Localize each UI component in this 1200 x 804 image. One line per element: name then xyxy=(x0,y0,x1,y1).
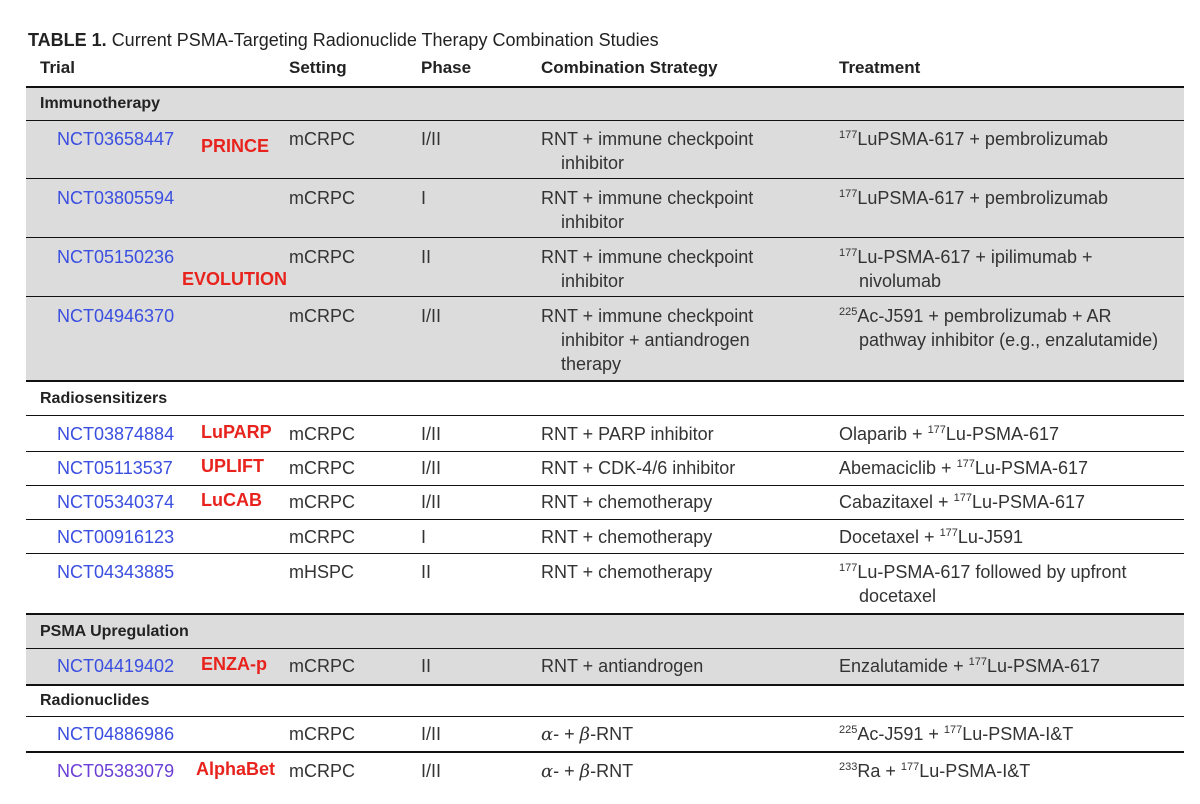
treatment-text: Lu-PSMA-617 xyxy=(986,656,1100,676)
strategy-cell xyxy=(541,186,753,234)
trial-name-tag: PRINCE xyxy=(201,136,270,156)
phase-cell: I/II xyxy=(421,492,442,512)
trial-link[interactable]: NCT04343885 xyxy=(57,562,175,582)
treatment-cell xyxy=(839,490,1085,514)
rule xyxy=(26,178,1184,179)
strategy-text: -RNT xyxy=(590,761,634,781)
isotope-mass: 225 xyxy=(839,306,858,318)
treatment-line xyxy=(839,560,1127,584)
section-immunotherapy: Immunotherapy xyxy=(40,95,161,112)
isotope-mass: 177 xyxy=(839,129,858,141)
treatment-text: Lu-PSMA-617 xyxy=(945,424,1059,444)
treatment-text: Ac-J591 + xyxy=(857,724,944,744)
treatment-text: pathway inhibitor (e.g., enzalutamide) xyxy=(859,330,1159,350)
isotope-mass: 177 xyxy=(943,724,963,736)
rule xyxy=(26,684,1184,686)
setting-cell: mCRPC xyxy=(289,424,355,444)
treatment-text: LuPSMA-617 + pembrolizumab xyxy=(857,188,1108,208)
trial-link[interactable]: NCT05150236 xyxy=(57,247,175,267)
treatment-line xyxy=(839,525,1023,549)
treatment-text: Lu-PSMA-617 xyxy=(974,458,1088,478)
treatment-text: Lu-PSMA-I&T xyxy=(962,724,1074,744)
treatment-line xyxy=(839,269,1092,293)
trial-link[interactable]: NCT03658447 xyxy=(57,129,175,149)
isotope-mass: 225 xyxy=(839,724,858,736)
col-header-setting: Setting xyxy=(289,58,347,77)
treatment-text: Ra + xyxy=(857,761,901,781)
phase-cell: I/II xyxy=(421,458,442,478)
table-label: TABLE 1. xyxy=(28,30,107,50)
treatment-text: docetaxel xyxy=(859,586,937,606)
treatment-text: Ac-J591 + pembrolizumab + AR xyxy=(857,306,1112,326)
phase-cell: I/II xyxy=(421,424,442,444)
rule xyxy=(26,648,1184,649)
treatment-text: LuPSMA-617 + pembrolizumab xyxy=(857,129,1108,149)
treatment-cell xyxy=(839,245,1092,293)
strategy-line: RNT + chemotherapy xyxy=(541,562,713,582)
strategy-line: RNT + PARP inhibitor xyxy=(541,424,714,444)
phase-cell: I xyxy=(421,527,427,547)
rule xyxy=(26,553,1184,554)
rule xyxy=(26,415,1184,416)
col-header-strategy: Combination Strategy xyxy=(541,58,718,77)
isotope-mass: 177 xyxy=(956,458,975,470)
trial-link[interactable]: NCT05383079 xyxy=(57,761,175,781)
treatment-text: Docetaxel + xyxy=(839,527,940,547)
treatment-line xyxy=(839,127,1108,151)
trial-name-tag: UPLIFT xyxy=(201,456,264,476)
greek-symbol: β xyxy=(579,724,591,745)
strategy-line: inhibitor xyxy=(561,271,625,291)
strategy-line: RNT + chemotherapy xyxy=(541,527,713,547)
setting-cell: mHSPC xyxy=(289,562,355,582)
treatment-cell xyxy=(839,186,1108,210)
setting-cell: mCRPC xyxy=(289,247,355,267)
treatment-line xyxy=(839,328,1158,352)
phase-cell: II xyxy=(421,562,432,582)
phase-cell: I/II xyxy=(421,724,442,744)
trial-name-tag: LuCAB xyxy=(201,490,262,510)
phase-cell: II xyxy=(421,247,432,267)
strategy-text: - + xyxy=(553,761,580,781)
treatment-line xyxy=(901,761,1030,781)
trial-link[interactable]: NCT03805594 xyxy=(57,188,175,208)
trial-link[interactable]: NCT04946370 xyxy=(57,306,175,326)
setting-cell: mCRPC xyxy=(289,129,355,149)
trial-name-tag: LuPARP xyxy=(201,422,272,442)
treatment-cell xyxy=(839,127,1108,151)
rule xyxy=(26,485,1184,486)
isotope-mass: 177 xyxy=(839,247,858,259)
phase-cell: I/II xyxy=(421,306,442,326)
table-caption: Current PSMA-Targeting Radionuclide Therapy Combination Studies xyxy=(111,30,659,50)
treatment-text: Lu-PSMA-I&T xyxy=(919,761,1031,781)
strategy-text: - + xyxy=(553,724,580,744)
strategy-cell xyxy=(541,422,714,446)
setting-cell: mCRPC xyxy=(289,527,355,547)
strategy-cell xyxy=(541,304,753,376)
rule xyxy=(26,451,1184,452)
trial-link[interactable]: NCT04419402 xyxy=(57,656,175,676)
treatment-line xyxy=(839,654,1100,678)
treatment-cell xyxy=(839,722,1073,746)
treatment-line xyxy=(839,245,1092,269)
treatment-text: Cabazitaxel + xyxy=(839,492,954,512)
strategy-line: inhibitor + antiandrogen xyxy=(561,330,750,350)
col-header-treatment: Treatment xyxy=(839,58,921,77)
treatment-text: Lu-PSMA-617 xyxy=(971,492,1085,512)
treatment-text: Lu-J591 xyxy=(957,527,1023,547)
treatment-line xyxy=(944,724,1073,744)
rule xyxy=(26,296,1184,297)
strategy-cell xyxy=(541,490,712,514)
strategy-cell xyxy=(541,759,633,784)
section-radionuclides: Radionuclides xyxy=(40,692,150,709)
strategy-line: RNT + immune checkpoint xyxy=(541,306,754,326)
isotope-mass: 177 xyxy=(953,492,972,504)
isotope-mass: 177 xyxy=(900,761,920,773)
greek-symbol: α xyxy=(541,724,554,745)
treatment-text: Lu-PSMA-617 + ipilimumab + xyxy=(857,247,1093,267)
treatment-cell xyxy=(839,456,1088,480)
rule xyxy=(26,716,1184,717)
rule xyxy=(26,751,1184,753)
trial-link[interactable]: NCT03874884 xyxy=(57,424,175,444)
setting-cell: mCRPC xyxy=(289,656,355,676)
rule xyxy=(26,120,1184,121)
strategy-cell xyxy=(541,525,712,549)
treatment-line xyxy=(839,422,1059,446)
rule xyxy=(26,237,1184,238)
trial-link[interactable]: NCT04886986 xyxy=(57,724,175,744)
isotope-mass: 177 xyxy=(927,424,946,436)
setting-cell: mCRPC xyxy=(289,492,355,512)
phase-cell: II xyxy=(421,656,432,676)
rule xyxy=(26,519,1184,520)
strategy-cell xyxy=(541,654,703,678)
strategy-cell xyxy=(541,127,753,175)
treatment-text: nivolumab xyxy=(859,271,942,291)
strategy-line: therapy xyxy=(561,354,622,374)
treatment-text: Enzalutamide + xyxy=(839,656,969,676)
treatment-line xyxy=(839,456,1088,480)
isotope-mass: 177 xyxy=(968,656,987,668)
isotope-mass: 177 xyxy=(839,188,858,200)
setting-cell: mCRPC xyxy=(289,306,355,326)
treatment-cell xyxy=(839,422,1059,446)
treatment-cell xyxy=(839,654,1100,678)
strategy-line: inhibitor xyxy=(561,153,625,173)
setting-cell: mCRPC xyxy=(289,724,355,744)
phase-cell: I/II xyxy=(421,761,442,781)
section-psma-upregulation: PSMA Upregulation xyxy=(40,623,189,640)
treatment-cell xyxy=(839,560,1127,608)
strategy-cell xyxy=(541,245,753,293)
greek-symbol: α xyxy=(541,761,554,782)
rule xyxy=(26,86,1184,88)
strategy-line: RNT + immune checkpoint xyxy=(541,247,754,267)
trial-link[interactable]: NCT00916123 xyxy=(57,527,175,547)
trial-name-tag: ENZA-p xyxy=(201,654,267,674)
setting-cell: mCRPC xyxy=(289,761,355,781)
phase-cell: I/II xyxy=(421,129,442,149)
trial-name-tag: EVOLUTION xyxy=(182,269,288,289)
isotope-mass: 177 xyxy=(939,527,958,539)
treatment-cell xyxy=(839,759,1030,783)
strategy-cell xyxy=(541,456,735,480)
trial-link[interactable]: NCT05113537 xyxy=(57,458,173,478)
treatment-line xyxy=(839,584,1127,608)
table-title xyxy=(28,30,659,51)
treatment-line xyxy=(839,304,1158,328)
rule xyxy=(26,380,1184,382)
strategy-line: inhibitor xyxy=(561,212,625,232)
rule xyxy=(26,613,1184,615)
strategy-text: -RNT xyxy=(590,724,634,744)
strategy-line: RNT + antiandrogen xyxy=(541,656,704,676)
strategy-line: RNT + chemotherapy xyxy=(541,492,713,512)
strategy-line: RNT + immune checkpoint xyxy=(541,188,754,208)
setting-cell: mCRPC xyxy=(289,188,355,208)
col-header-trial: Trial xyxy=(40,58,75,77)
strategy-cell xyxy=(541,560,712,584)
isotope-mass: 177 xyxy=(839,562,858,574)
treatment-text: Olaparib + xyxy=(839,424,928,444)
treatment-line xyxy=(839,490,1085,514)
strategy-line: RNT + CDK-4/6 inhibitor xyxy=(541,458,736,478)
strategy-cell xyxy=(541,722,633,747)
col-header-phase: Phase xyxy=(421,58,472,77)
section-radiosensitizers: Radiosensitizers xyxy=(40,390,168,407)
trial-name-tag: AlphaBet xyxy=(196,759,276,779)
setting-cell: mCRPC xyxy=(289,458,355,478)
phase-cell: I xyxy=(421,188,427,208)
treatment-text: Abemaciclib + xyxy=(839,458,957,478)
treatment-text: Lu-PSMA-617 followed by upfront xyxy=(857,562,1127,582)
treatment-line xyxy=(839,761,901,781)
trial-link[interactable]: NCT05340374 xyxy=(57,492,175,512)
isotope-mass: 233 xyxy=(839,761,858,773)
treatment-line xyxy=(839,186,1108,210)
treatment-cell xyxy=(839,525,1023,549)
greek-symbol: β xyxy=(579,761,591,782)
treatment-line xyxy=(839,724,944,744)
treatment-cell xyxy=(839,304,1158,352)
strategy-line: RNT + immune checkpoint xyxy=(541,129,754,149)
